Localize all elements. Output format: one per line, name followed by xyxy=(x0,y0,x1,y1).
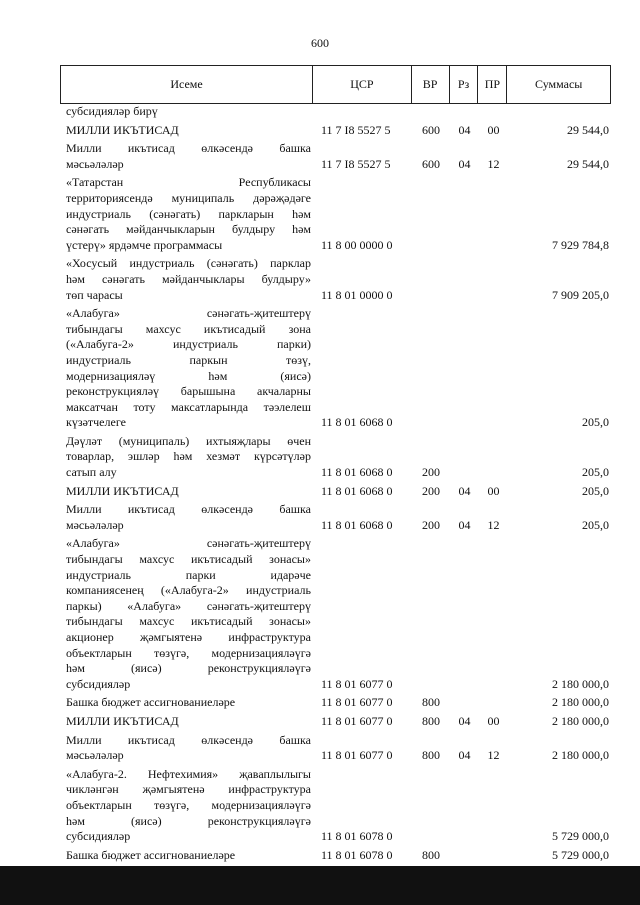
header-name: Исеме xyxy=(61,66,313,103)
row-csr: 11 8 01 6077 0 xyxy=(321,676,393,691)
table-row xyxy=(60,256,611,303)
row-name xyxy=(60,175,313,253)
row-name xyxy=(60,695,313,711)
row-name xyxy=(60,484,313,500)
row-rz: 04 xyxy=(458,122,471,137)
row-name xyxy=(60,733,313,764)
row-sum: 2 180 000,0 xyxy=(552,695,609,710)
row-name xyxy=(60,714,313,730)
row-csr: 11 8 01 6068 0 xyxy=(321,465,393,480)
row-name-line: компаниясенең («Алабуга-2» индустриаль xyxy=(66,583,311,598)
row-name-line: («Алабуга-2» индустриаль парки) xyxy=(66,337,311,352)
row-name-line: Дәүләт (муниципаль) ихтыяҗлары өчен xyxy=(66,433,311,448)
row-name-line: тибындагы махсус икътисадый зонасы» xyxy=(66,552,311,567)
row-name-line: «Хосусый индустриаль (сәнәгать) парклар xyxy=(66,256,311,271)
row-name-line: Милли икътисад өлкәсендә башка xyxy=(66,732,311,747)
table-row xyxy=(60,434,611,481)
row-rz: 04 xyxy=(458,483,471,498)
row-name-line: территориясендә муниципаль дәрәҗәдәге xyxy=(66,190,311,205)
table-row xyxy=(60,104,611,120)
row-name-line: субсидияләр xyxy=(66,829,131,844)
row-name-line: МИЛЛИ ИКЪТИСАД xyxy=(66,122,179,137)
row-name-line: һәм (яисә) реконструкцияләүгә xyxy=(66,813,311,828)
row-csr: 11 8 01 0000 0 xyxy=(321,287,393,302)
row-vr: 600 xyxy=(422,156,440,171)
row-pr: 12 xyxy=(487,156,500,171)
row-name-line: паркы) «Алабуга» сәнәгать-җитештерү xyxy=(66,598,311,613)
row-name-line: мәсьәләләр xyxy=(66,748,124,763)
row-name-line: сәнәгать мәйданчыкларын булдыру һәм xyxy=(66,222,311,237)
row-pr: 12 xyxy=(487,748,500,763)
row-name-line: сатып алу xyxy=(66,465,117,480)
table-row xyxy=(60,141,611,172)
row-name-line: Милли икътисад өлкәсендә башка xyxy=(66,502,311,517)
row-name-line: Башка бюджет ассигнованиеләре xyxy=(66,695,236,710)
row-vr: 800 xyxy=(422,847,440,862)
row-name xyxy=(60,502,313,533)
row-rz: 04 xyxy=(458,156,471,171)
row-vr: 800 xyxy=(422,713,440,728)
row-name-line: күзәтчелеге xyxy=(66,415,126,430)
row-csr: 11 8 00 0000 0 xyxy=(321,237,393,252)
row-name xyxy=(60,256,313,303)
scan-edge-bar xyxy=(0,866,640,905)
row-name-line: МИЛЛИ ИКЪТИСАД xyxy=(66,483,179,498)
row-pr: 00 xyxy=(487,713,500,728)
table-row xyxy=(60,695,611,711)
row-vr: 800 xyxy=(422,748,440,763)
row-name-line: объектларын төзүгә, модернизацияләүгә xyxy=(66,645,311,660)
row-name-line: «Алабуга» сәнәгать-җитештерү xyxy=(66,306,311,321)
table-row xyxy=(60,175,611,253)
row-name xyxy=(60,306,313,431)
row-name-line: товарлар, эшләр һәм хезмәт күрсәтүләр xyxy=(66,449,311,464)
row-name xyxy=(60,767,313,845)
header-csr: ЦСР xyxy=(313,66,412,103)
row-name-line: һәм сәнәгать мәйданчыклары булдыру» xyxy=(66,271,311,286)
table-row xyxy=(60,733,611,764)
row-rz: 04 xyxy=(458,713,471,728)
row-name-line: Башка бюджет ассигнованиеләре xyxy=(66,847,236,862)
row-name xyxy=(60,104,313,120)
table-row xyxy=(60,306,611,431)
row-name xyxy=(60,123,313,139)
row-name-line: МИЛЛИ ИКЪТИСАД xyxy=(66,713,179,728)
row-sum: 2 180 000,0 xyxy=(552,748,609,763)
row-csr: 11 7 I8 5527 5 xyxy=(321,156,391,171)
row-name-line: «Алабуга» сәнәгать-җитештерү xyxy=(66,536,311,551)
table-header xyxy=(60,65,611,104)
row-sum: 2 180 000,0 xyxy=(552,676,609,691)
row-sum: 29 544,0 xyxy=(567,156,609,171)
row-name-line: мәсьәләләр xyxy=(66,156,124,171)
row-name-line: Милли икътисад өлкәсендә башка xyxy=(66,141,311,156)
table-row xyxy=(60,536,611,692)
row-name-line: индустриаль парки идарәче xyxy=(66,567,311,582)
row-csr: 11 8 01 6078 0 xyxy=(321,829,393,844)
row-name-line: реконструкцияләү барышына акчаларны xyxy=(66,384,311,399)
page-number: 600 xyxy=(311,36,329,50)
row-name-line: объектларын төзүгә, модернизацияләүгә xyxy=(66,797,311,812)
row-name xyxy=(60,141,313,172)
budget-table xyxy=(60,65,611,866)
row-csr: 11 8 01 6077 0 xyxy=(321,748,393,763)
row-sum: 7 929 784,8 xyxy=(552,237,609,252)
row-rz: 04 xyxy=(458,748,471,763)
row-name-line: төп чарасы xyxy=(66,287,123,302)
table-row xyxy=(60,767,611,845)
row-sum: 29 544,0 xyxy=(567,122,609,137)
row-vr: 800 xyxy=(422,695,440,710)
row-name-line: субсидияләр xyxy=(66,676,131,691)
row-name xyxy=(60,848,313,864)
row-vr: 200 xyxy=(422,483,440,498)
row-name-line: һәм (яисә) реконструкцияләүгә xyxy=(66,661,311,676)
row-pr: 00 xyxy=(487,122,500,137)
header-rz: Рз xyxy=(450,66,479,103)
table-row xyxy=(60,123,611,139)
header-vr: ВР xyxy=(412,66,450,103)
table-row xyxy=(60,502,611,533)
row-name xyxy=(60,536,313,692)
row-name xyxy=(60,434,313,481)
header-pr: ПР xyxy=(478,66,507,103)
row-name-line: «Татарстан Республикасы xyxy=(66,175,311,190)
row-name-line: тибындагы махсус икътисадый зонасы» xyxy=(66,614,311,629)
table-row xyxy=(60,484,611,500)
row-name-line: индустриаль паркын төзү, xyxy=(66,352,311,367)
row-vr: 200 xyxy=(422,465,440,480)
row-vr: 600 xyxy=(422,122,440,137)
row-csr: 11 8 01 6077 0 xyxy=(321,695,393,710)
row-name-line: тибындагы махсус икътисадый зона xyxy=(66,321,311,336)
row-csr: 11 8 01 6068 0 xyxy=(321,517,393,532)
row-pr: 00 xyxy=(487,483,500,498)
row-name-line: чикләнгән җәмгыятенә инфраструктура xyxy=(66,782,311,797)
row-sum: 5 729 000,0 xyxy=(552,829,609,844)
row-name-line: максатчан тоту максатларында тәэлелеш xyxy=(66,399,311,414)
row-csr: 11 7 I8 5527 5 xyxy=(321,122,391,137)
row-sum: 2 180 000,0 xyxy=(552,713,609,728)
row-csr: 11 8 01 6078 0 xyxy=(321,847,393,862)
row-name-line: индустриаль (сәнәгать) паркларын һәм xyxy=(66,206,311,221)
row-name-line: субсидияләр бирү xyxy=(66,104,158,118)
row-sum: 205,0 xyxy=(582,465,609,480)
row-rz: 04 xyxy=(458,517,471,532)
table-body xyxy=(60,104,611,863)
row-csr: 11 8 01 6077 0 xyxy=(321,713,393,728)
row-sum: 205,0 xyxy=(582,517,609,532)
header-sum: Суммасы xyxy=(534,77,583,91)
row-name-line: үстерү» ярдәмче программасы xyxy=(66,237,223,252)
row-name-line: мәсьәләләр xyxy=(66,517,124,532)
row-sum: 7 909 205,0 xyxy=(552,287,609,302)
row-sum: 205,0 xyxy=(582,483,609,498)
row-name-line: акционер җәмгыятенә инфраструктура xyxy=(66,630,311,644)
row-csr: 11 8 01 6068 0 xyxy=(321,415,393,430)
row-sum: 205,0 xyxy=(582,415,609,430)
row-pr: 12 xyxy=(487,517,500,532)
table-row xyxy=(60,714,611,730)
table-row xyxy=(60,848,611,864)
row-name-line: модернизацияләү һәм (яисә) xyxy=(66,368,311,383)
row-name-line: «Алабуга-2. Нефтехимия» җаваплылыгы xyxy=(66,766,311,781)
row-csr: 11 8 01 6068 0 xyxy=(321,483,393,498)
row-sum: 5 729 000,0 xyxy=(552,847,609,862)
row-vr: 200 xyxy=(422,517,440,532)
